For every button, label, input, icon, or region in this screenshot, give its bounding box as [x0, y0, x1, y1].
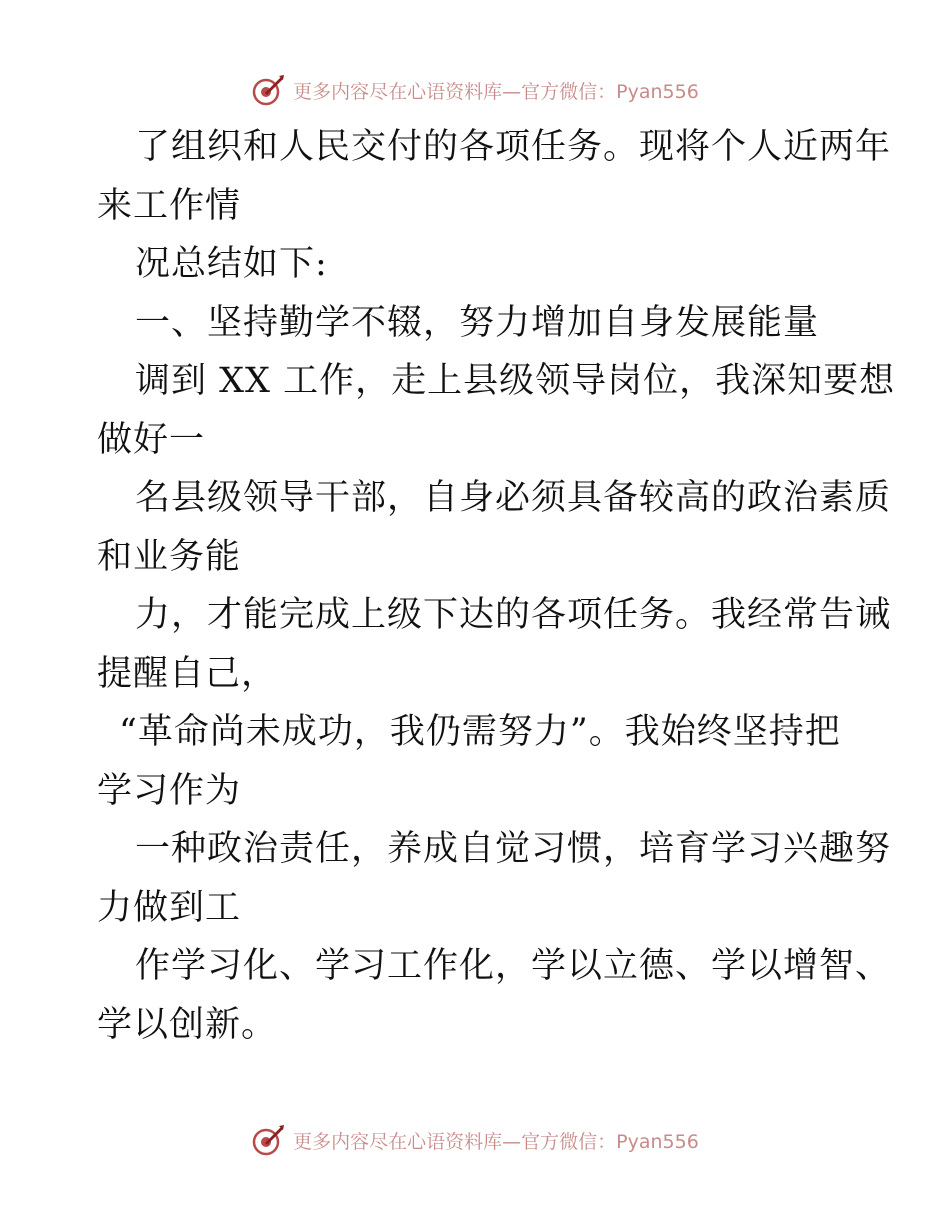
footer-watermark	[0, 1120, 950, 1160]
watermark-text: 更多内容尽在心语资料库—官方微信：Pyan556	[293, 80, 699, 103]
text-line: 况总结如下:	[135, 244, 328, 284]
text-line: 作学习化、学习工作化，学以立德、学以增智、	[135, 946, 892, 986]
text-line: 了组织和人民交付的各项任务。现将个人近两年	[135, 127, 892, 167]
text-line: 名县级领导干部，自身必须具备较高的政治素质	[135, 478, 892, 518]
text-line: 做好一	[97, 419, 206, 460]
quill-pen-logo-icon	[251, 73, 285, 107]
text-line: 力，才能完成上级下达的各项任务。我经常告诫	[135, 595, 892, 635]
text-line: 提醒自己，	[97, 653, 278, 694]
text-line: 学以创新。	[97, 1004, 278, 1045]
text-line: 调到 XX 工作，走上县级领导岗位，我深知要想	[135, 361, 896, 401]
text-line: 学习作为	[97, 770, 242, 811]
watermark-text: 更多内容尽在心语资料库—官方微信：Pyan556	[293, 1130, 699, 1153]
section-heading: 一、坚持勤学不辍，努力增加自身发展能量	[135, 302, 820, 343]
text-line: 和业务能	[97, 536, 242, 577]
text-line: “革命尚未成功，我仍需努力”。我始终坚持把	[119, 712, 841, 752]
text-line: 来工作情	[97, 185, 242, 226]
document-body	[97, 118, 896, 1054]
quill-pen-logo-icon	[251, 1123, 285, 1157]
header-watermark	[0, 70, 950, 110]
text-line: 力做到工	[97, 887, 242, 928]
text-line: 一种政治责任，养成自觉习惯，培育学习兴趣努	[135, 829, 892, 869]
